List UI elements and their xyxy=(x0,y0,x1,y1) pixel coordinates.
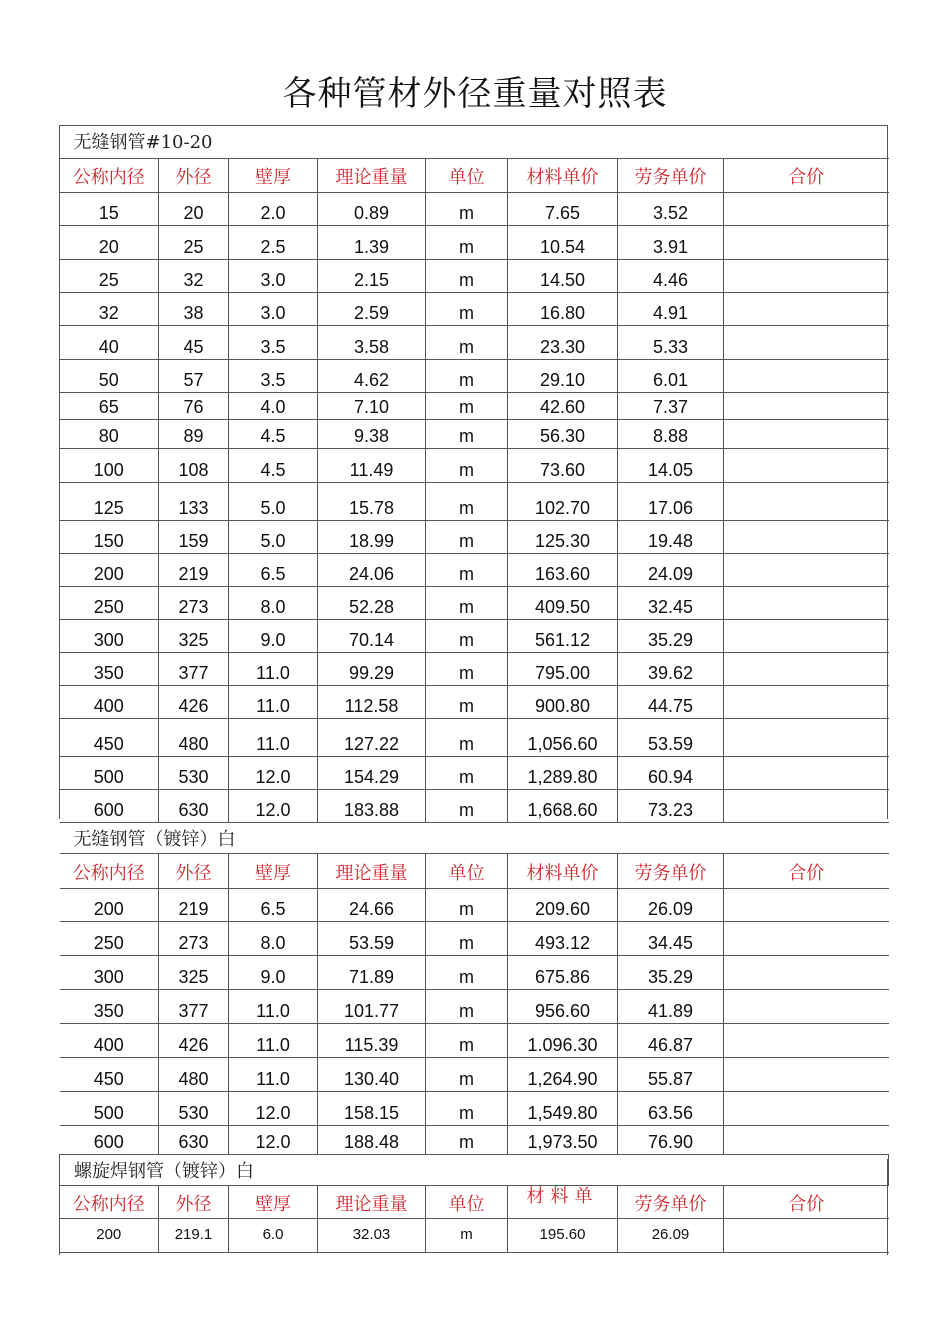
table-cell: 9.38 xyxy=(318,419,426,448)
section-heading: 螺旋焊钢管（镀锌）白 xyxy=(60,1154,889,1185)
table-cell: 10.54 xyxy=(508,225,618,259)
table-cell: 15.78 xyxy=(318,482,426,520)
table-cell: 53.59 xyxy=(618,718,724,756)
table-cell: 39.62 xyxy=(618,652,724,685)
table-cell: 56.30 xyxy=(508,419,618,448)
table-cell: 530 xyxy=(159,1091,229,1125)
column-header: 合价 xyxy=(724,853,889,888)
page-title: 各种管材外径重量对照表 xyxy=(282,74,668,114)
table-cell xyxy=(724,392,889,419)
table-cell xyxy=(724,1091,889,1125)
column-header: 单位 xyxy=(426,1185,508,1218)
table-cell: 450 xyxy=(60,1057,159,1091)
table-cell: 530 xyxy=(159,756,229,789)
table-row xyxy=(60,685,889,718)
table-cell: 32.03 xyxy=(318,1218,426,1252)
table-cell: m xyxy=(426,359,508,392)
table-cell: m xyxy=(426,325,508,359)
table-cell: m xyxy=(426,292,508,325)
table-cell: 26.09 xyxy=(618,888,724,921)
table-cell: 630 xyxy=(159,1125,229,1154)
table-cell: 200 xyxy=(60,553,159,586)
column-header: 劳务单价 xyxy=(618,158,724,192)
table-cell: 12.0 xyxy=(229,1125,318,1154)
table-row xyxy=(60,789,889,822)
table-cell: 99.29 xyxy=(318,652,426,685)
table-cell xyxy=(724,1057,889,1091)
table-cell: 17.06 xyxy=(618,482,724,520)
table-cell xyxy=(724,553,889,586)
table-cell: 32 xyxy=(60,292,159,325)
table-cell: 158.15 xyxy=(318,1091,426,1125)
table-cell: m xyxy=(426,1218,508,1252)
table-cell: m xyxy=(426,888,508,921)
column-header: 单位 xyxy=(426,158,508,192)
section-heading-row xyxy=(60,822,889,853)
table-cell: 8.0 xyxy=(229,921,318,955)
table-cell: 23.30 xyxy=(508,325,618,359)
table-cell: m xyxy=(426,192,508,225)
table-cell: 209.60 xyxy=(508,888,618,921)
table-cell: 200 xyxy=(60,1218,159,1252)
table-cell: 1,264.90 xyxy=(508,1057,618,1091)
table-cell xyxy=(724,359,889,392)
table-cell: 409.50 xyxy=(508,586,618,619)
table-cell: 2.59 xyxy=(318,292,426,325)
column-header: 理论重量 xyxy=(318,158,426,192)
table-cell: 675.86 xyxy=(508,955,618,989)
table-cell: 4.5 xyxy=(229,419,318,448)
table-cell: m xyxy=(426,1057,508,1091)
table-cell: 7.65 xyxy=(508,192,618,225)
table-cell: 53.59 xyxy=(318,921,426,955)
table-cell: 250 xyxy=(60,921,159,955)
table-cell xyxy=(724,955,889,989)
table-cell xyxy=(724,419,889,448)
table-cell: 20 xyxy=(60,225,159,259)
table-cell: m xyxy=(426,1091,508,1125)
table-cell: 11.0 xyxy=(229,989,318,1023)
table-cell: 46.87 xyxy=(618,1023,724,1057)
table-cell: 325 xyxy=(159,619,229,652)
table-row xyxy=(60,259,889,292)
table-cell xyxy=(724,921,889,955)
table-cell: 19.48 xyxy=(618,520,724,553)
table-cell: 159 xyxy=(159,520,229,553)
table-cell: 450 xyxy=(60,718,159,756)
table-cell: 125.30 xyxy=(508,520,618,553)
table-row xyxy=(60,520,889,553)
table-cell: 163.60 xyxy=(508,553,618,586)
table-cell: m xyxy=(426,789,508,822)
table-cell: 195.60 xyxy=(508,1218,618,1252)
table-cell: 4.46 xyxy=(618,259,724,292)
table-cell: 480 xyxy=(159,1057,229,1091)
table-row xyxy=(60,586,889,619)
table-cell: 1,289.80 xyxy=(508,756,618,789)
table-cell: 6.5 xyxy=(229,553,318,586)
table-cell: 5.0 xyxy=(229,482,318,520)
table-cell: m xyxy=(426,259,508,292)
table-cell: 35.29 xyxy=(618,955,724,989)
column-header: 单位 xyxy=(426,853,508,888)
table-cell: 26.09 xyxy=(618,1218,724,1252)
table-cell: m xyxy=(426,718,508,756)
table-cell: 18.99 xyxy=(318,520,426,553)
table-cell: 71.89 xyxy=(318,955,426,989)
table-row xyxy=(60,192,889,225)
table-cell xyxy=(724,586,889,619)
table-cell: 60.94 xyxy=(618,756,724,789)
table-cell: 3.58 xyxy=(318,325,426,359)
table-cell: 40 xyxy=(60,325,159,359)
table-cell: 273 xyxy=(159,921,229,955)
table-cell: 55.87 xyxy=(618,1057,724,1091)
table-cell: 41.89 xyxy=(618,989,724,1023)
table-cell: 89 xyxy=(159,419,229,448)
table-row xyxy=(60,392,889,419)
table-cell: 493.12 xyxy=(508,921,618,955)
table-cell: 7.37 xyxy=(618,392,724,419)
table-cell: 15 xyxy=(60,192,159,225)
column-header: 壁厚 xyxy=(229,158,318,192)
table-cell: 3.0 xyxy=(229,259,318,292)
table-cell: 63.56 xyxy=(618,1091,724,1125)
table-cell xyxy=(724,292,889,325)
column-header: 合价 xyxy=(724,158,889,192)
table-cell: 130.40 xyxy=(318,1057,426,1091)
table-cell xyxy=(724,520,889,553)
table-cell: 5.33 xyxy=(618,325,724,359)
table-cell: 0.89 xyxy=(318,192,426,225)
table-cell: 400 xyxy=(60,685,159,718)
table-cell xyxy=(724,1218,889,1252)
table-cell: m xyxy=(426,225,508,259)
table-cell: 219 xyxy=(159,553,229,586)
table-cell xyxy=(724,756,889,789)
table-cell xyxy=(724,482,889,520)
table-cell: 115.39 xyxy=(318,1023,426,1057)
pipe-table xyxy=(59,125,889,1253)
table-cell: m xyxy=(426,553,508,586)
table-cell: 102.70 xyxy=(508,482,618,520)
table-row xyxy=(60,225,889,259)
table-cell: 795.00 xyxy=(508,652,618,685)
table-cell: 73.23 xyxy=(618,789,724,822)
table-cell: 76 xyxy=(159,392,229,419)
table-row xyxy=(60,652,889,685)
table-cell: 80 xyxy=(60,419,159,448)
table-cell: 73.60 xyxy=(508,448,618,482)
table-row xyxy=(60,325,889,359)
table-cell: 200 xyxy=(60,888,159,921)
table-cell xyxy=(724,718,889,756)
table-cell: m xyxy=(426,419,508,448)
table-cell: 377 xyxy=(159,989,229,1023)
table-cell: m xyxy=(426,756,508,789)
table-cell: 108 xyxy=(159,448,229,482)
column-header: 材料单价 xyxy=(508,853,618,888)
table-cell: m xyxy=(426,520,508,553)
column-header xyxy=(508,1185,618,1218)
table-row xyxy=(60,955,889,989)
table-cell: 6.5 xyxy=(229,888,318,921)
table-cell: 188.48 xyxy=(318,1125,426,1154)
table-cell: m xyxy=(426,652,508,685)
table-cell: 11.0 xyxy=(229,1023,318,1057)
table-body xyxy=(60,125,889,1252)
table-cell: 25 xyxy=(159,225,229,259)
table-cell: 12.0 xyxy=(229,756,318,789)
table-cell: 24.09 xyxy=(618,553,724,586)
table-cell: 150 xyxy=(60,520,159,553)
table-cell: 65 xyxy=(60,392,159,419)
table-cell: m xyxy=(426,448,508,482)
table-cell: 300 xyxy=(60,619,159,652)
table-row xyxy=(60,1023,889,1057)
header-row xyxy=(60,158,889,192)
table-cell: 12.0 xyxy=(229,789,318,822)
table-cell: 7.10 xyxy=(318,392,426,419)
table-cell: 1,056.60 xyxy=(508,718,618,756)
table-row xyxy=(60,1218,889,1252)
table-cell: m xyxy=(426,1125,508,1154)
table-cell: 377 xyxy=(159,652,229,685)
table-row xyxy=(60,888,889,921)
table-row xyxy=(60,482,889,520)
table-cell: 11.49 xyxy=(318,448,426,482)
table-cell: m xyxy=(426,955,508,989)
table-cell: 12.0 xyxy=(229,1091,318,1125)
column-header: 公称内径 xyxy=(60,853,159,888)
table-cell: 900.80 xyxy=(508,685,618,718)
table-row xyxy=(60,553,889,586)
column-header: 合价 xyxy=(724,1185,889,1218)
table-cell: 2.15 xyxy=(318,259,426,292)
table-cell: m xyxy=(426,586,508,619)
table-cell: 600 xyxy=(60,789,159,822)
table-cell: 101.77 xyxy=(318,989,426,1023)
section-heading-row xyxy=(60,125,889,158)
table-cell: m xyxy=(426,989,508,1023)
table-cell: 14.50 xyxy=(508,259,618,292)
table-cell: m xyxy=(426,619,508,652)
table-cell: 70.14 xyxy=(318,619,426,652)
table-cell: 32.45 xyxy=(618,586,724,619)
table-cell: 250 xyxy=(60,586,159,619)
table-cell: 4.91 xyxy=(618,292,724,325)
table-row xyxy=(60,718,889,756)
column-header: 壁厚 xyxy=(229,853,318,888)
table-cell: 3.91 xyxy=(618,225,724,259)
table-cell: 11.0 xyxy=(229,1057,318,1091)
section-heading: 无缝钢管#10-20 xyxy=(60,125,889,158)
column-header: 外径 xyxy=(159,1185,229,1218)
table-cell: 50 xyxy=(60,359,159,392)
table-cell: 25 xyxy=(60,259,159,292)
table-cell: 32 xyxy=(159,259,229,292)
table-row xyxy=(60,756,889,789)
table-cell: m xyxy=(426,921,508,955)
table-cell: 325 xyxy=(159,955,229,989)
table-cell: 14.05 xyxy=(618,448,724,482)
table-cell: 500 xyxy=(60,1091,159,1125)
table-cell: 29.10 xyxy=(508,359,618,392)
table-cell xyxy=(724,225,889,259)
table-cell: 426 xyxy=(159,1023,229,1057)
table-cell: 34.45 xyxy=(618,921,724,955)
table-cell xyxy=(724,259,889,292)
table-cell: 219.1 xyxy=(159,1218,229,1252)
table-cell: 24.66 xyxy=(318,888,426,921)
table-cell: 1.096.30 xyxy=(508,1023,618,1057)
table-cell xyxy=(724,1023,889,1057)
table-cell: 3.5 xyxy=(229,325,318,359)
table-cell: 1.39 xyxy=(318,225,426,259)
table-cell: 300 xyxy=(60,955,159,989)
section-heading: 无缝钢管（镀锌）白 xyxy=(60,822,889,853)
table-row xyxy=(60,292,889,325)
table-cell: 2.5 xyxy=(229,225,318,259)
table-cell: 1,668.60 xyxy=(508,789,618,822)
table-cell xyxy=(724,448,889,482)
table-cell: 630 xyxy=(159,789,229,822)
header-row xyxy=(60,1185,889,1218)
table-cell xyxy=(724,652,889,685)
table-cell: 45 xyxy=(159,325,229,359)
table-cell xyxy=(724,989,889,1023)
table-cell: 273 xyxy=(159,586,229,619)
table-cell: 350 xyxy=(60,989,159,1023)
table-cell xyxy=(724,192,889,225)
table-cell: 44.75 xyxy=(618,685,724,718)
table-cell: 2.0 xyxy=(229,192,318,225)
column-header: 壁厚 xyxy=(229,1185,318,1218)
table-row xyxy=(60,419,889,448)
table-cell: 183.88 xyxy=(318,789,426,822)
table-cell: 8.0 xyxy=(229,586,318,619)
table-cell: 480 xyxy=(159,718,229,756)
table-cell: 400 xyxy=(60,1023,159,1057)
table-cell: 35.29 xyxy=(618,619,724,652)
table-cell: 5.0 xyxy=(229,520,318,553)
column-header: 劳务单价 xyxy=(618,853,724,888)
table-row xyxy=(60,1091,889,1125)
table-cell xyxy=(724,325,889,359)
table-cell: 426 xyxy=(159,685,229,718)
table-cell: 600 xyxy=(60,1125,159,1154)
column-header: 理论重量 xyxy=(318,1185,426,1218)
table-cell: 11.0 xyxy=(229,718,318,756)
table-cell: 24.06 xyxy=(318,553,426,586)
table-cell xyxy=(724,1125,889,1154)
table-row xyxy=(60,448,889,482)
column-header: 理论重量 xyxy=(318,853,426,888)
column-header: 外径 xyxy=(159,158,229,192)
table-cell: 8.88 xyxy=(618,419,724,448)
table-row xyxy=(60,989,889,1023)
table-cell xyxy=(724,685,889,718)
table-cell: 561.12 xyxy=(508,619,618,652)
column-header-label: 材料单 xyxy=(526,1185,599,1207)
section-heading-row xyxy=(60,1154,889,1185)
table-row xyxy=(60,921,889,955)
table-cell: 52.28 xyxy=(318,586,426,619)
table-row xyxy=(60,359,889,392)
table-cell xyxy=(724,888,889,921)
column-header: 公称内径 xyxy=(60,158,159,192)
table-cell: 1,973.50 xyxy=(508,1125,618,1154)
table-cell: 219 xyxy=(159,888,229,921)
column-header: 公称内径 xyxy=(60,1185,159,1218)
table-cell: m xyxy=(426,482,508,520)
table-cell: 11.0 xyxy=(229,685,318,718)
table-cell: 9.0 xyxy=(229,619,318,652)
table-cell: 154.29 xyxy=(318,756,426,789)
table-cell: 125 xyxy=(60,482,159,520)
table-cell: 3.0 xyxy=(229,292,318,325)
table-cell xyxy=(724,619,889,652)
table-cell: 76.90 xyxy=(618,1125,724,1154)
table-row xyxy=(60,1125,889,1154)
table-cell: 4.0 xyxy=(229,392,318,419)
table-cell: 112.58 xyxy=(318,685,426,718)
table-cell: 57 xyxy=(159,359,229,392)
table-cell: 6.0 xyxy=(229,1218,318,1252)
table-cell: 956.60 xyxy=(508,989,618,1023)
table-cell: 4.5 xyxy=(229,448,318,482)
column-header: 劳务单价 xyxy=(618,1185,724,1218)
table-cell xyxy=(724,789,889,822)
table-cell: 38 xyxy=(159,292,229,325)
table-cell: 500 xyxy=(60,756,159,789)
table-cell: 20 xyxy=(159,192,229,225)
column-header: 外径 xyxy=(159,853,229,888)
table-row xyxy=(60,1057,889,1091)
table-cell: 16.80 xyxy=(508,292,618,325)
column-header: 材料单价 xyxy=(508,158,618,192)
table-cell: 1,549.80 xyxy=(508,1091,618,1125)
table-cell: 6.01 xyxy=(618,359,724,392)
table-cell: m xyxy=(426,392,508,419)
table-cell: 4.62 xyxy=(318,359,426,392)
table-cell: m xyxy=(426,1023,508,1057)
table-cell: 11.0 xyxy=(229,652,318,685)
table-cell: 127.22 xyxy=(318,718,426,756)
table-cell: 42.60 xyxy=(508,392,618,419)
header-row xyxy=(60,853,889,888)
table-row xyxy=(60,619,889,652)
table-cell: m xyxy=(426,685,508,718)
table-cell: 350 xyxy=(60,652,159,685)
table-cell: 100 xyxy=(60,448,159,482)
table-cell: 3.5 xyxy=(229,359,318,392)
table-cell: 133 xyxy=(159,482,229,520)
table-cell: 3.52 xyxy=(618,192,724,225)
table-cell: 9.0 xyxy=(229,955,318,989)
